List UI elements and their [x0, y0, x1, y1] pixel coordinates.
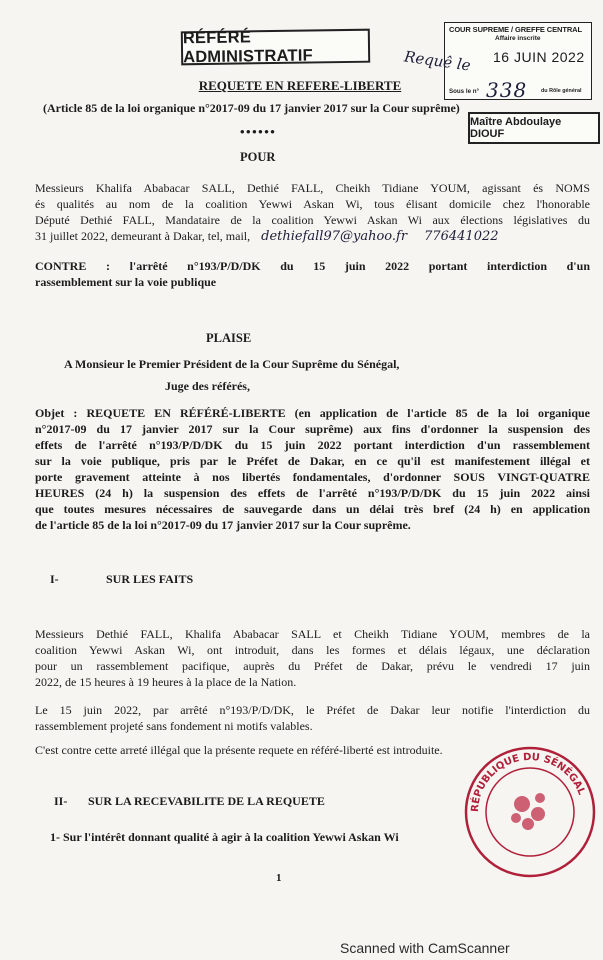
faits-paragraph-1 — [35, 626, 590, 690]
handwritten-requete: Requê le — [403, 47, 472, 75]
faits-line: Messieurs Dethié FALL, Khalifa Ababacar SALL et Cheikh Tidiane YOUM, membres de la — [35, 627, 590, 641]
greffe-stamp-role-suffix: du Rôle général — [541, 88, 582, 94]
faits-line: C'est contre cette arreté illégal que la présente requete en référé-liberté est introduite. — [35, 743, 443, 757]
page-number: 1 — [276, 872, 282, 884]
separator-dots: •••••• — [240, 124, 277, 139]
seal-text: RÉPUBLIQUE DU SÉNÉGAL — [469, 751, 587, 813]
republique-seal-icon — [460, 742, 600, 882]
greffe-stamp-line1: COUR SUPREME / GREFFE CENTRAL — [449, 25, 582, 34]
contre-paragraph — [35, 258, 590, 290]
parties-line: Messieurs Khalifa Ababacar SALL, Dethié FALL, Cheikh Tidiane YOUM, agissant és NOMS — [35, 181, 590, 195]
objet-line: effets de l'arrêté n°193/P/D/DK du 15 juin 2022 portant interdiction d'un rassemblement — [35, 438, 590, 452]
addressee: A Monsieur le Premier Président de la Cour Suprême du Sénégal, — [64, 357, 400, 371]
plaise-heading: PLAISE — [206, 331, 252, 345]
parties-address: 31 juillet 2022, demeurant à Dakar, tel, mail, — [35, 229, 251, 243]
handwritten-role-number: 338 — [486, 78, 528, 102]
pour-heading: POUR — [240, 150, 276, 164]
faits-paragraph-2 — [35, 702, 590, 734]
faits-line: Le 15 juin 2022, par arrêté n°193/P/D/DK, le Préfet de Dakar leur notifie l'interdiction du — [35, 703, 590, 717]
faits-line: coalition Yewwi Askan Wi, ont introduit, dans les formes et délais légaux, une déclaration — [35, 643, 590, 657]
contre-line: rassemblement sur la voie publique — [35, 275, 217, 289]
greffe-stamp-line2: Affaire inscrite — [495, 35, 541, 42]
parties-paragraph — [35, 180, 590, 245]
section-1-heading — [50, 572, 193, 587]
faits-line: 2022, de 15 heures à 19 heures à la place de la Nation. — [35, 675, 297, 689]
objet-line: de l'article 85 de la loi n°2017-09 du 17 janvier 2017 sur la Cour suprême. — [35, 518, 411, 532]
section-2-heading — [54, 794, 325, 809]
greffe-stamp-date: 16 JUIN 2022 — [493, 49, 585, 65]
objet-line: Objet : REQUETE EN RÉFÉRÉ-LIBERTE (en application de l'article 85 de la loi organique — [35, 406, 590, 420]
handwritten-email: dethiefall97@yahoo.fr — [261, 229, 408, 244]
faits-line: pour un rassemblement pacifique, auprès du Préfet de Dakar, prévu le vendredi 17 juin — [35, 659, 590, 673]
subsection-1-heading: 1- Sur l'intérêt donnant qualité à agir à la coalition Yewwi Askan Wi — [50, 830, 399, 844]
parties-line — [35, 228, 590, 245]
document-title: REQUETE EN REFERE-LIBERTE — [198, 78, 402, 93]
section-1-title: SUR LES FAITS — [106, 572, 194, 586]
parties-line: Député Dethié FALL, Mandataire de la coalition Yewwi Askan Wi aux élections législatives du — [35, 213, 590, 227]
objet-line: que toutes mesures nécessaires de sauvegarde dans un délai très bref (24 h) en application — [35, 502, 590, 516]
section-2-number: II- — [54, 794, 68, 808]
objet-paragraph — [35, 405, 590, 533]
lawyer-stamp: Maître Abdoulaye DIOUF — [468, 112, 600, 144]
objet-line: HEURES (24 h) la suspension des effets de l'arrêté n°193/P/D/DK du 15 juin 2022 ainsi — [35, 486, 590, 500]
article-reference: (Article 85 de la loi organique n°2017-09 du 17 janvier 2017 sur la Cour suprême) — [43, 101, 460, 115]
objet-line: porte gravement atteinte à nos libertés fondamentales, d'ordonner SOUS VINGT-QUATRE — [35, 470, 590, 484]
objet-line: sur la voie publique, pris par le Préfet de Dakar, en ce qu'il est manifestement illégal et — [35, 454, 590, 468]
contre-line: CONTRE : l'arrêté n°193/P/D/DK du 15 juin 2022 portant interdiction d'un — [35, 259, 590, 273]
section-1-number: I- — [50, 572, 59, 586]
scanner-watermark: Scanned with CamScanner — [340, 940, 510, 956]
greffe-stamp-role-label: Sous le n° — [449, 88, 479, 95]
addressee-role: Juge des référés, — [165, 379, 250, 393]
faits-line: rassemblement projeté sans fondement ni motifs valables. — [35, 719, 313, 733]
refere-administratif-stamp: RÉFÉRÉ ADMINISTRATIF — [181, 29, 370, 66]
objet-line: n°2017-09 du 17 janvier 2017 sur la Cour suprême) aux fins d'ordonner la suspension des — [35, 422, 590, 436]
handwritten-phone: 776441022 — [424, 229, 499, 244]
section-2-title: SUR LA RECEVABILITE DE LA REQUETE — [88, 794, 325, 808]
parties-line: és qualités au nom de la coalition Yewwi Askan Wi, tous élisant domicile chez l'honorable — [35, 197, 590, 211]
